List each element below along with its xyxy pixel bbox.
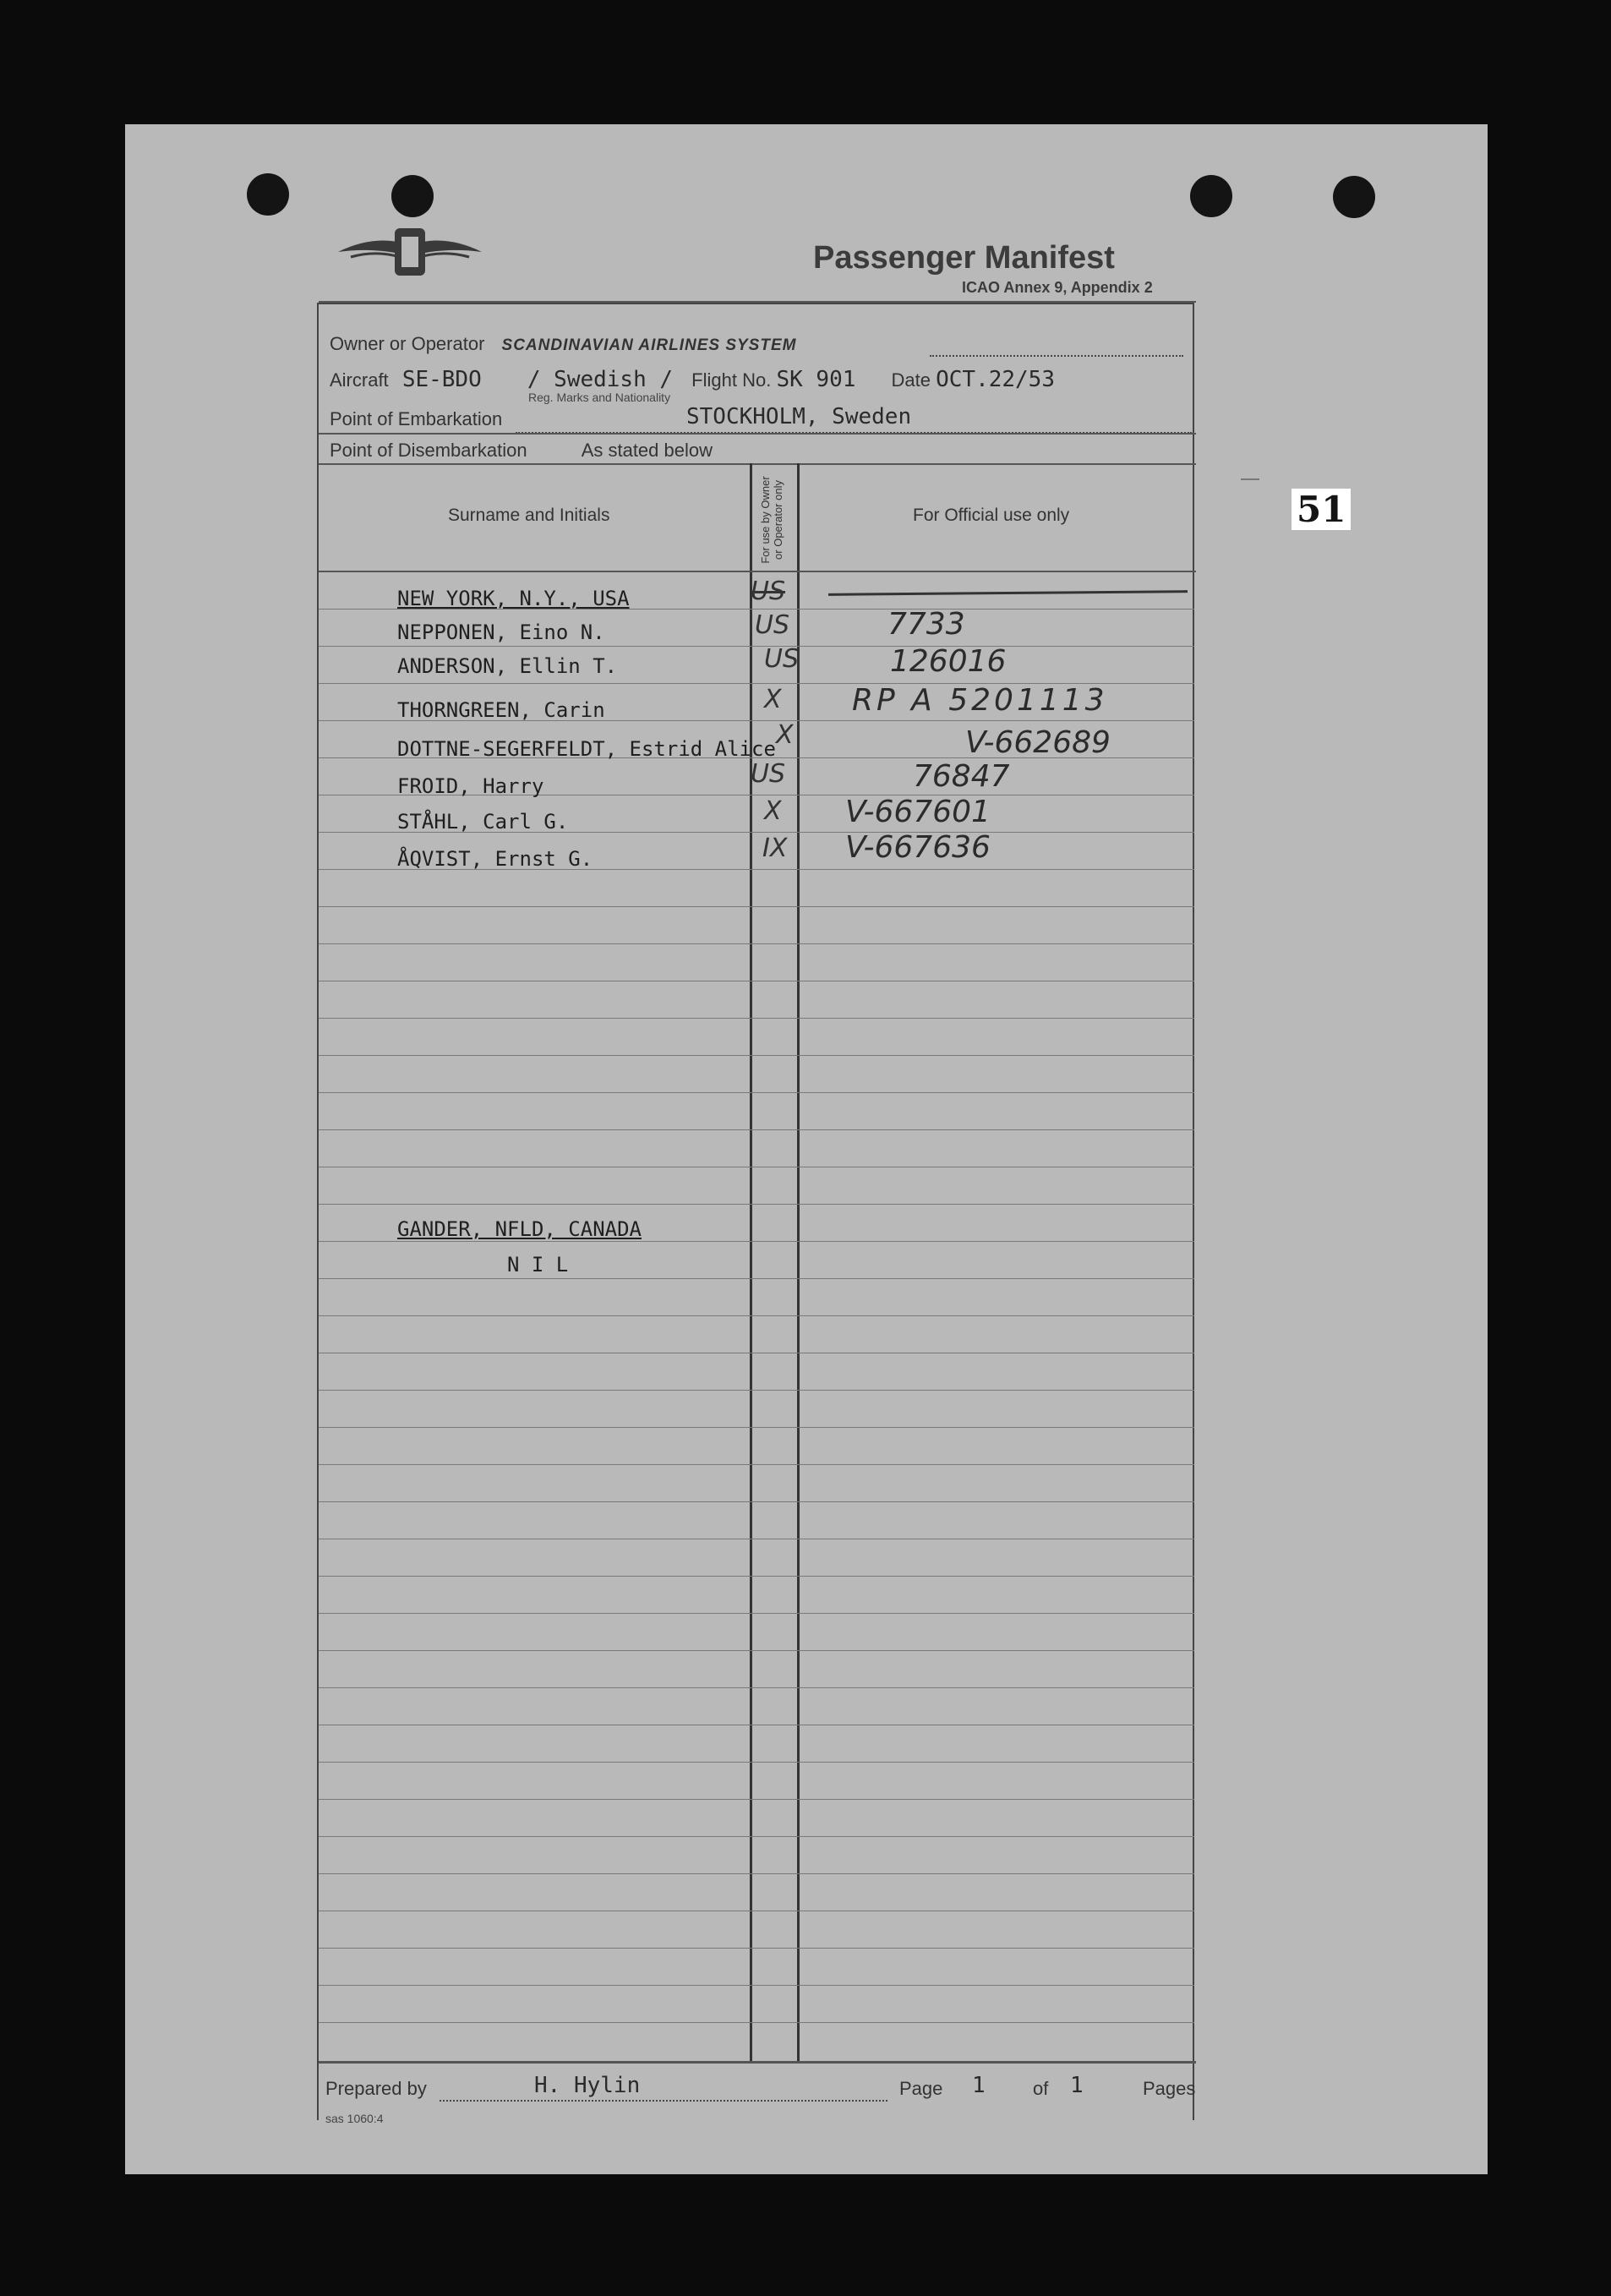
table-rule (319, 1278, 1194, 1279)
table-rule (319, 1204, 1194, 1205)
table-row-code: X (776, 720, 794, 750)
of-value: 1 (1070, 2073, 1084, 2098)
table-rule (319, 1055, 1194, 1056)
owner-value: SCANDINAVIAN AIRLINES SYSTEM (501, 336, 797, 354)
col-header-official: For Official use only (913, 506, 1070, 525)
col-divider-left (750, 463, 752, 2061)
of-label: of (1033, 2078, 1049, 2099)
second-stop: GANDER, NFLD, CANADA (397, 1217, 642, 1241)
divider (319, 463, 1196, 465)
col-header-name: Surname and Initials (448, 506, 610, 525)
table-row-name: STÅHL, Carl G. (397, 810, 569, 834)
table-rule (319, 1613, 1194, 1614)
table-rule (319, 1836, 1194, 1837)
nationality-value: / Swedish / (527, 367, 674, 392)
table-rule (319, 1427, 1194, 1428)
table-rule (319, 906, 1194, 907)
table-rule (319, 1948, 1194, 1949)
owner-row (330, 331, 796, 357)
table-rule (319, 646, 1194, 647)
table-row-name: THORNGREEN, Carin (397, 698, 605, 722)
table-row-official: V-667601 (845, 795, 991, 829)
table-row-name: DOTTNE-SEGERFELDT, Estrid Alice (397, 737, 776, 761)
table-rule (319, 1762, 1194, 1763)
embarkation-label: Point of Embarkation (330, 408, 503, 429)
second-stop-note: N I L (507, 1253, 569, 1276)
table-rule (319, 1985, 1194, 1986)
form-subtitle: ICAO Annex 9, Appendix 2 (962, 279, 1153, 296)
aircraft-row (330, 367, 1055, 392)
table-rule (319, 2022, 1194, 2023)
table-rule (319, 1129, 1194, 1130)
form-title: Passenger Manifest (813, 240, 1115, 276)
flight-value: SK 901 (776, 367, 856, 392)
embarkation-row (330, 407, 502, 432)
table-rule (319, 1464, 1194, 1465)
date-label: Date (891, 369, 931, 391)
disembarkation-label: Point of Disembarkation (330, 440, 527, 461)
table-row-official: V-662689 (965, 725, 1111, 760)
punch-hole (247, 173, 289, 216)
table-rule (319, 1018, 1194, 1019)
page-number-stamp: 51 (1292, 489, 1351, 530)
prepared-label: Prepared by (325, 2078, 427, 2099)
table-row-code: US (751, 577, 786, 606)
table-rule (319, 1799, 1194, 1800)
table-rule (319, 1873, 1194, 1874)
table-row-official: 76847 (913, 759, 1010, 794)
embarkation-value: STOCKHOLM, Sweden (686, 404, 912, 429)
table-header-line (319, 571, 1196, 572)
table-row-official: 7733 (887, 607, 965, 642)
punch-hole (1333, 176, 1375, 218)
table-rule (319, 1650, 1194, 1651)
punch-hole (1190, 175, 1232, 217)
table-row-code: IX (762, 834, 788, 863)
col-divider-right (797, 463, 800, 2061)
table-rule (319, 1241, 1194, 1242)
divider (319, 433, 1196, 435)
punch-hole (391, 175, 434, 217)
form-number: sas 1060:4 (325, 2112, 384, 2125)
table-rule (319, 943, 1194, 944)
table-row-name: NEPPONEN, Eino N. (397, 620, 605, 644)
table-row-name: FROID, Harry (397, 774, 544, 798)
footer-line (319, 2061, 1196, 2064)
divider (319, 301, 1196, 303)
airline-wings-logo (334, 218, 486, 286)
table-rule (319, 1092, 1194, 1093)
table-rule (319, 1576, 1194, 1577)
owner-label: Owner or Operator (330, 333, 485, 354)
flight-label: Flight No. (691, 369, 772, 391)
table-row-code: X (764, 685, 782, 714)
table-row-official: V-667636 (845, 830, 991, 865)
table-rule (319, 1501, 1194, 1502)
table-rule (319, 1390, 1194, 1391)
page-label: Page (899, 2078, 943, 2099)
table-rule (319, 1687, 1194, 1688)
prepared-value: H. Hylin (534, 2073, 641, 2098)
table-row-official: RP A 5201113 (852, 683, 1108, 718)
col-header-owner: For use by Owner or Operator only (759, 476, 784, 564)
date-value: OCT.22/53 (936, 367, 1055, 392)
owner-line (930, 355, 1183, 357)
disembarkation-value: As stated below (581, 440, 713, 461)
manifest-form-frame (317, 303, 1194, 2120)
table-row-code: X (764, 796, 782, 826)
reg-note: Reg. Marks and Nationality (528, 391, 671, 404)
table-row-name: NEW YORK, N.Y., USA (397, 587, 630, 610)
table-rule (319, 1315, 1194, 1316)
page-value: 1 (972, 2073, 986, 2098)
table-row-name: ANDERSON, Ellin T. (397, 654, 618, 678)
table-row-code: US (764, 644, 800, 674)
aircraft-label: Aircraft (330, 369, 389, 391)
table-row-code: US (751, 759, 786, 789)
table-row-code: US (755, 610, 790, 640)
stamp-dash (1241, 478, 1259, 480)
prepared-line (440, 2100, 887, 2102)
table-row-name: ÅQVIST, Ernst G. (397, 847, 593, 871)
table-row-official: 126016 (890, 644, 1007, 679)
disembarkation-row (330, 438, 713, 463)
aircraft-value: SE-BDO (401, 367, 482, 392)
pages-label: Pages (1143, 2078, 1196, 2099)
